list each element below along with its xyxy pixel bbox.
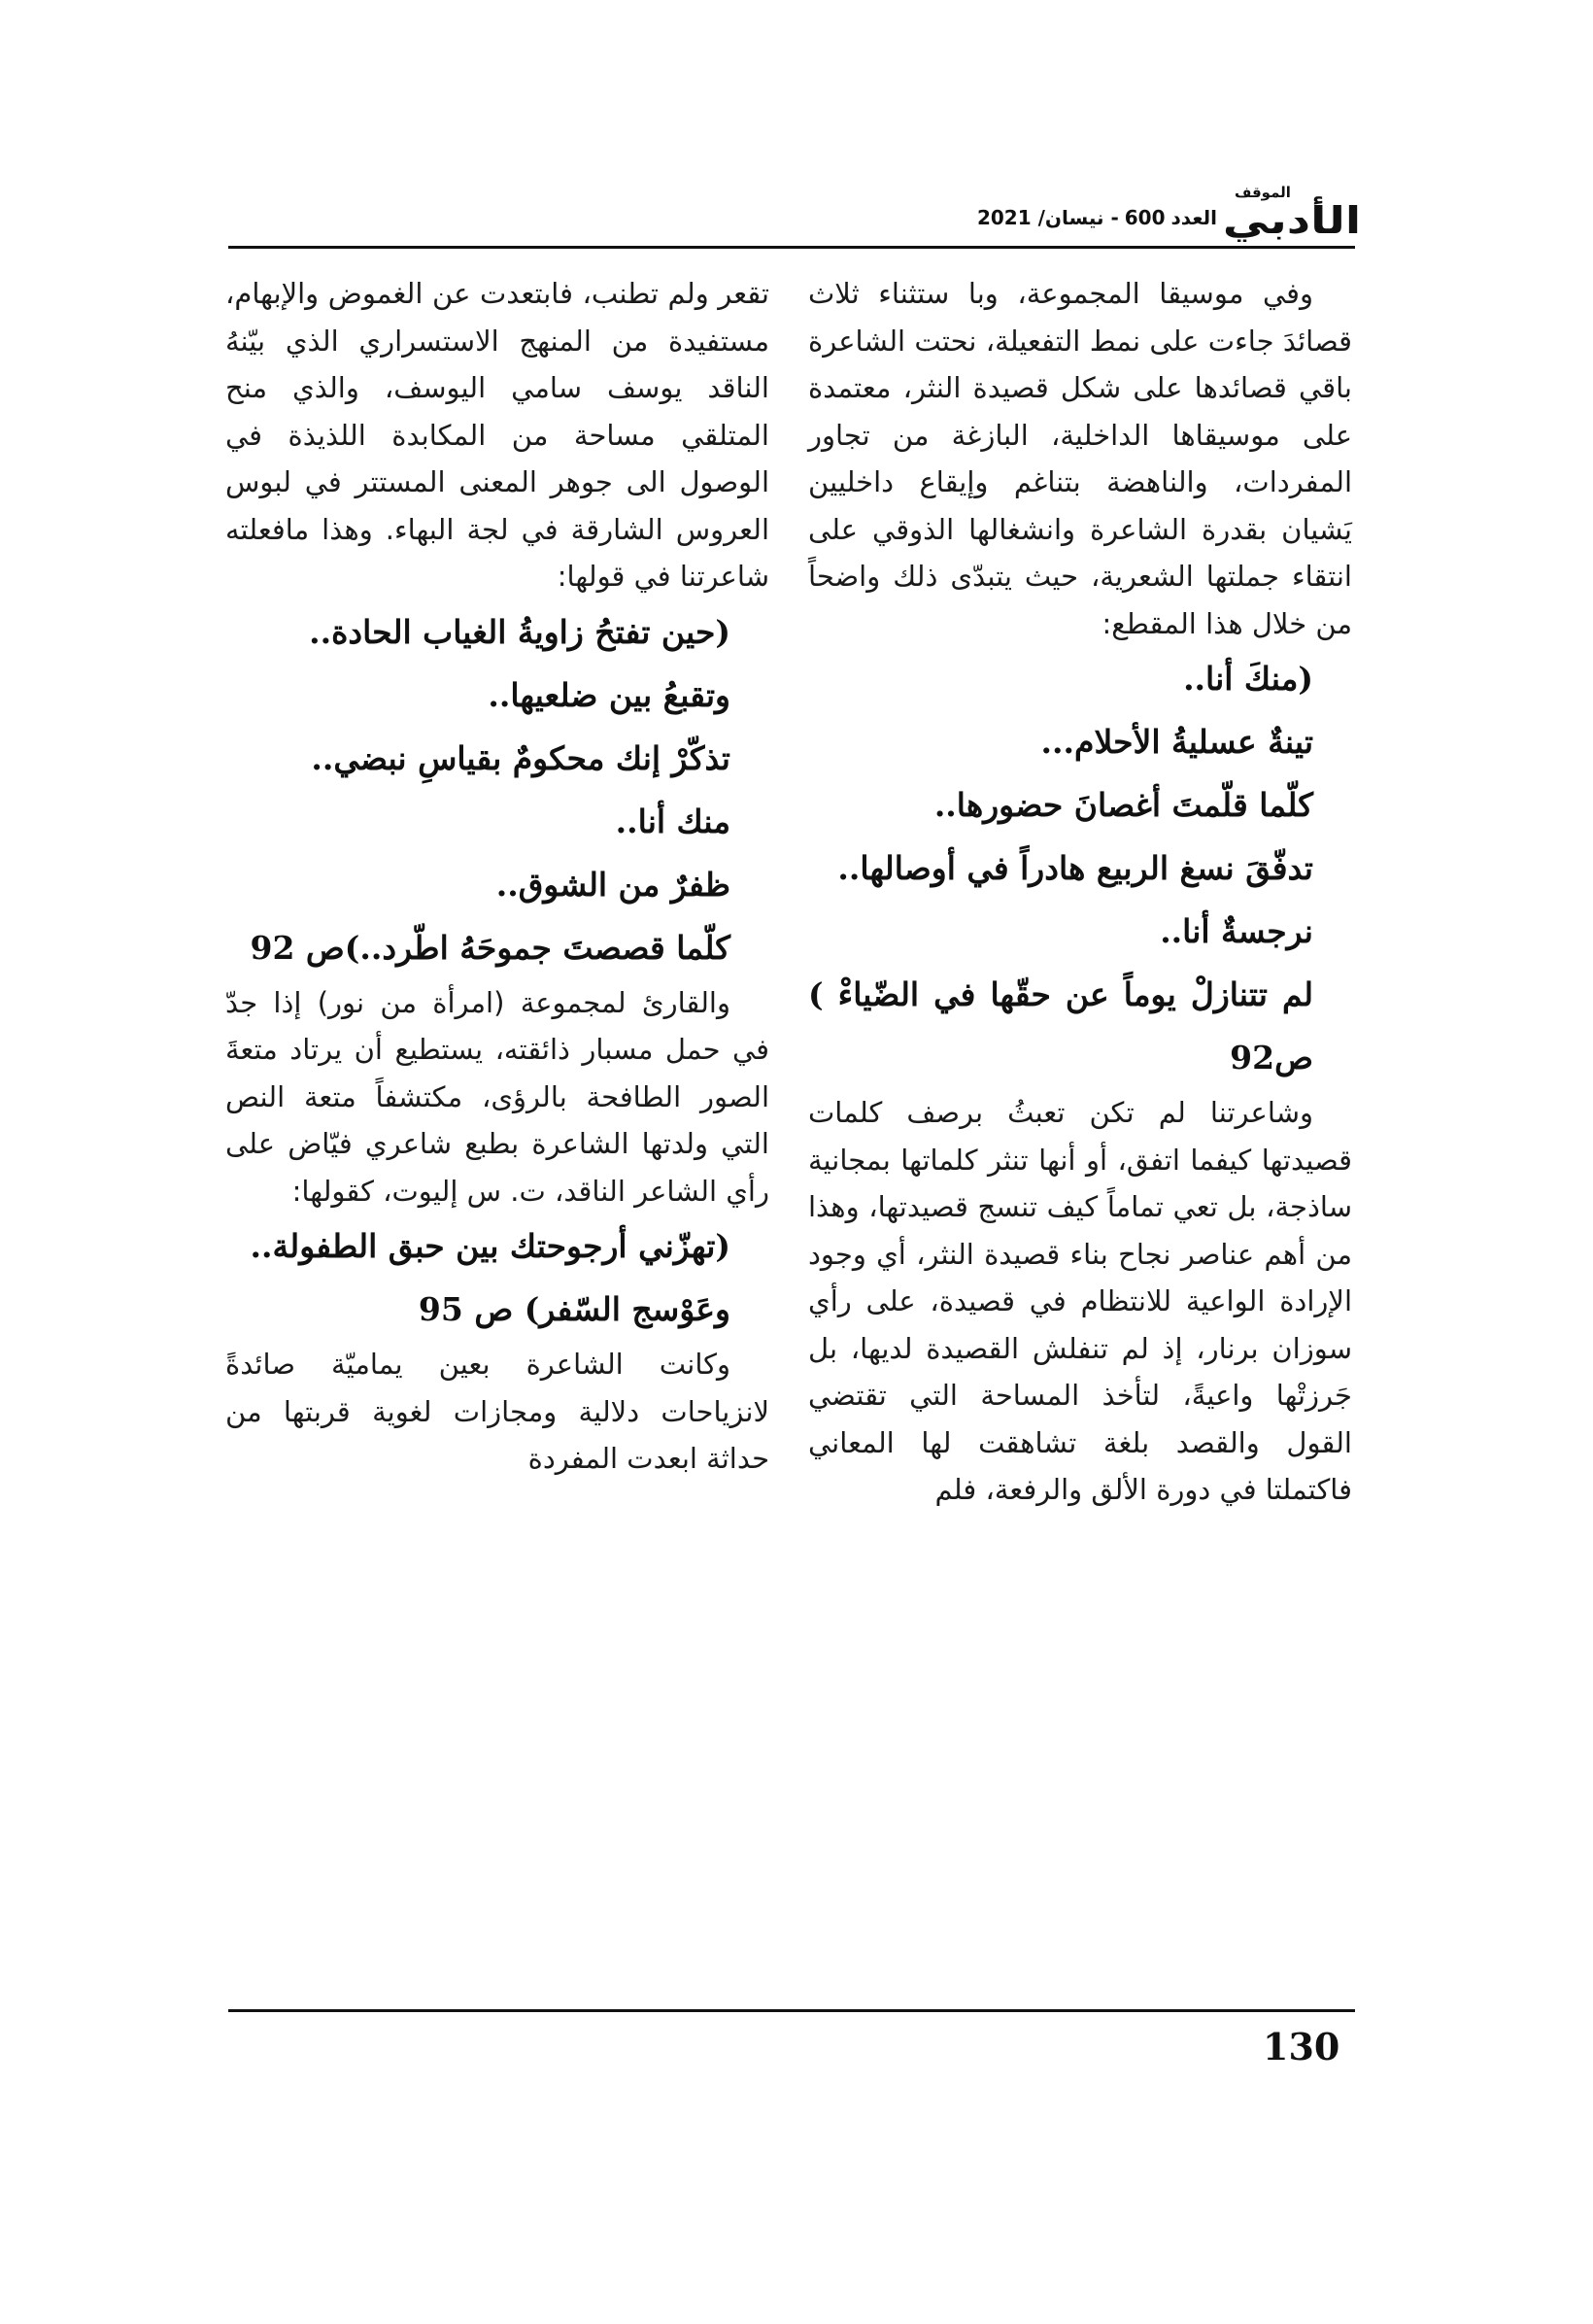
paragraph: وشاعرتنا لم تكن تعبثُ برصف كلمات قصيدتها كيفما اتفق، أو أنها تنثر كلماتها بمجانية ساذجة، بل تعي تماماً كيف تنسج قصيدتها، وهذا من أهم عناصر نجاح بناء قصيدة النثر، أي وجود الإرادة الواعية للانتظام في قصيدة، على رأي سوزان برنار، إذ لم تنفلش القصيدة لديها، بل جَرزتْها واعيةً، لتأخذ المساحة التي تقتضي القول والقصد بلغة تشاهقت لها المعاني فاكتملتا في دورة الألق والرفعة، فلم — [808, 1096, 1352, 1506]
poem-line: كلّما قلّمتَ أغصانَ حضورها.. — [933, 786, 1313, 824]
page-number: 130 — [1263, 2025, 1340, 2068]
page-header — [228, 184, 1362, 245]
issue-info — [971, 206, 1217, 229]
issue-number: 600 — [1124, 206, 1166, 229]
poem-line: تذكّرْ إنك محكومٌ بقياسِ نبضي.. — [311, 738, 730, 777]
logo-big-text: الأدبي — [1222, 199, 1362, 242]
poem-line: كلّما قصصتَ جموحَهُ اطّرد..)ص 92 — [250, 928, 730, 967]
poem-line: (تهزّني أرجوحتك بين حبق الطفولة.. — [250, 1227, 730, 1265]
left-column — [225, 270, 769, 1483]
poem-line: منك أنا.. — [615, 802, 730, 840]
poem-line: نرجسةٌ أنا.. — [1160, 912, 1313, 950]
poem-line: وتقبعُ بين ضلعيها.. — [488, 675, 730, 714]
issue-date: - نيسان/ 2021 — [976, 206, 1119, 229]
poem-line: تينةٌ عسليةُ الأحلام... — [1040, 723, 1313, 761]
right-column — [808, 270, 1352, 1514]
poem-line: وعَوْسج السّفر) ص 95 — [418, 1290, 730, 1328]
paragraph: والقارئ لمجموعة (امرأة من نور) إذا جدّ في حمل مسبار ذائقته، يستطيع أن يرتاد متعةَ الصور الطافحة بالرؤى، مكتشفاً متعة النص التي ولدتها الشاعرة بطبع شاعري فيّاض على رأي الشاعر الناقد، ت. س إليوت، كقولها: — [225, 985, 769, 1208]
poem-line: (منكَ أنا.. — [1183, 660, 1313, 698]
issue-label: العدد — [1170, 206, 1217, 229]
logo-small-text: الموقف — [1235, 184, 1291, 201]
poem-line: ظفرٌ من الشوق.. — [495, 865, 730, 904]
paragraph: وكانت الشاعرة بعين يماميّة صائدةً لانزياحات دلالية ومجازات لغوية قربتها من حداثة ابعدت المفردة — [225, 1348, 769, 1475]
poem-line: تدفّقَ نسغ الربيع هادراً في أوصالها.. — [837, 849, 1313, 887]
poem-line: لم تتنازلْ يوماً عن حقّها في الضّياءْ ) ص92 — [808, 975, 1313, 1077]
magazine-logo — [1222, 184, 1362, 245]
footer-divider — [228, 2009, 1355, 2012]
paragraph: وفي موسيقا المجموعة، وبا ستثناء ثلاث قصائدَ جاءت على نمط التفعيلة، نحتت الشاعرة باقي قصائدها على شكل قصيدة النثر، معتمدة على موسيقاها الداخلية، البازغة من تجاور المفردات، والناهضة بتناغم وإيقاع داخليين يَشيان بقدرة الشاعرة وانشغالها الذوقي على انتقاء جملتها الشعرية، حيث يتبدّى ذلك واضحاً من خلال هذا المقطع: — [808, 277, 1352, 640]
paragraph: تقعر ولم تطنب، فابتعدت عن الغموض والإبهام، مستفيدة من المنهج الاستسراري الذي بيّنهُ الناقد يوسف سامي اليوسف، والذي منح المتلقي مساحة من المكابدة اللذيذة في الوصول الى جوهر المعنى المستتر في لبوس العروس الشارقة في لجة البهاء. وهذا مافعلته شاعرتنا في قولها: — [225, 277, 769, 593]
poem-line: (حين تفتحُ زاويةُ الغياب الحادة.. — [309, 612, 730, 651]
header-divider — [228, 246, 1355, 249]
